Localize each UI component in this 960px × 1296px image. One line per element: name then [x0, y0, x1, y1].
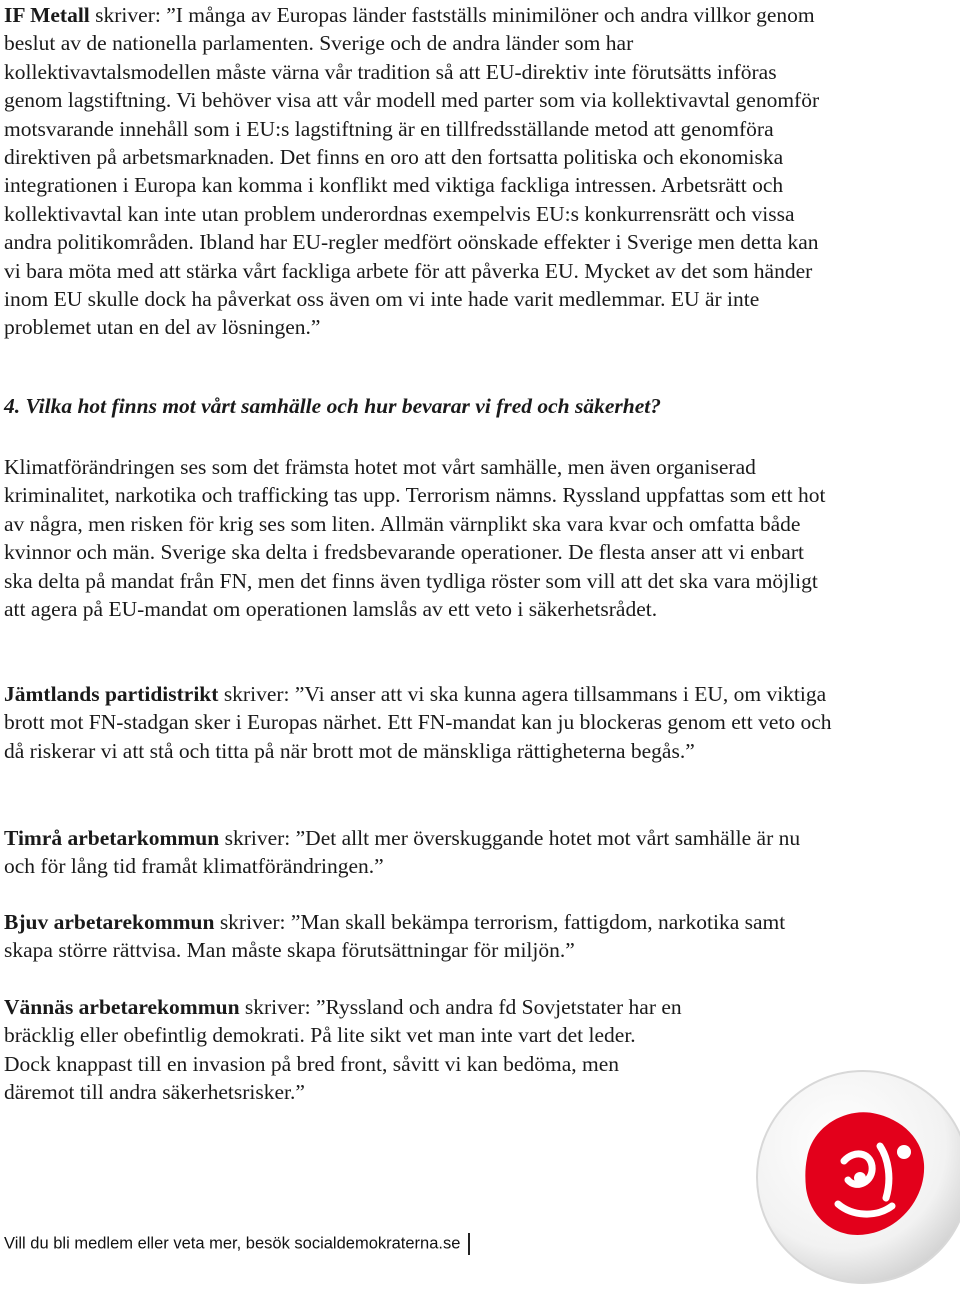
paragraph-summary: Klimatförändringen ses som det främsta hotet mot vårt samhälle, men även organiserad kriminalitet, narkotika och trafficking tas upp. Terrorism nämns. Ryssland uppfattas som ett hot av några, men risken för krig ses som liten. Allmän värnplikt ska vara kvar och omfatta både kvinnor och män. Sverige ska delta i fredsbevarande operationer. De flesta anser att vi enbart ska delta på mandat från FN, men det finns även tydliga röster som vill att det ska vara möjligt att agera på EU-mandat om operationen lamslås av ett veto i säkerhetsrådet. — [4, 455, 826, 622]
org-name: Vännäs arbetarekommun — [4, 995, 240, 1019]
paragraph-text: skriver: ”I många av Europas länder fastställs minimilöner och andra villkor genom beslut av de nationella parlamenten. Sverige och de andra länder som har kollektivavtalsmodellen måste värna vår tradition så att EU-direktiv inte förutsätts införas genom lagstiftning. Vi behöver visa att vår modell med parter som via kollektivavtal genomför motsvarande innehåll som i EU:s lagstiftning är en tillfredsställande metod att genomföra direktiven på arbetsmarknaden. Det finns en oro att den fortsatta politiska och ekonomiska integrationen i Europa kan komma i konflikt med viktiga fackliga intressen. Arbetsrätt och kollektivavtal kan inte utan problem underordnas exempelvis EU:s konkurrensrätt och vissa andra politikområden. Ibland har EU-regler medfört oönskade effekter i Sverige men detta kan vi bara möta med att stärka vårt fackliga arbete för att påverka EU. Mycket av det som händer inom EU skulle dock ha påverkat oss även om vi inte hade varit medlemmar. EU är inte problemet utan en del av lösningen.” — [4, 3, 820, 340]
org-name: IF Metall — [4, 3, 90, 27]
section-heading-question-4: 4. Vilka hot finns mot vårt samhälle och hur bevarar vi fred och säkerhet? — [4, 394, 661, 418]
footer-cta — [4, 1233, 470, 1255]
paragraph-text: skriver: ”Det allt mer överskuggande hotet mot vårt samhälle är nu och för lång tid framåt klimatförändringen.” — [4, 826, 801, 879]
org-name: Bjuv arbetarekommun — [4, 910, 215, 934]
paragraph-vannas — [4, 993, 684, 1107]
paragraph-jamtland — [4, 680, 834, 765]
paragraph-text: skriver: ”Vi anser att vi ska kunna agera tillsammans i EU, om viktiga brott mot FN-stadgan sker i Europas närhet. Ett FN-mandat kan ju blockeras genom ett veto och då riskerar vi att stå och titta på när brott mot de mänskliga rättigheterna begås.” — [4, 682, 832, 763]
paragraph-bjuv — [4, 908, 834, 965]
paragraph-timra — [4, 824, 834, 881]
org-name: Jämtlands partidistrikt — [4, 682, 219, 706]
rose-logo-icon — [752, 1066, 960, 1288]
footer-text[interactable]: Vill du bli medlem eller veta mer, besök socialdemokraterna.se — [4, 1234, 461, 1253]
paragraph-text: skriver: ”Man skall bekämpa terrorism, fattigdom, narkotika samt skapa större rättvisa. Man måste skapa förutsättningar för miljön.” — [4, 910, 786, 963]
paragraph-text: skriver: ”Ryssland och andra fd Sovjetstater har en bräcklig eller obefintlig demokrati. På lite sikt vet man inte vart det leder. Dock knappast till en invasion på bred front, såvitt vi kan bedöma, men däremot till andra säkerhetsrisker.” — [4, 995, 682, 1105]
paragraph-if-metall — [4, 1, 834, 342]
footer-divider — [468, 1233, 470, 1255]
org-name: Timrå arbetarkommun — [4, 826, 220, 850]
